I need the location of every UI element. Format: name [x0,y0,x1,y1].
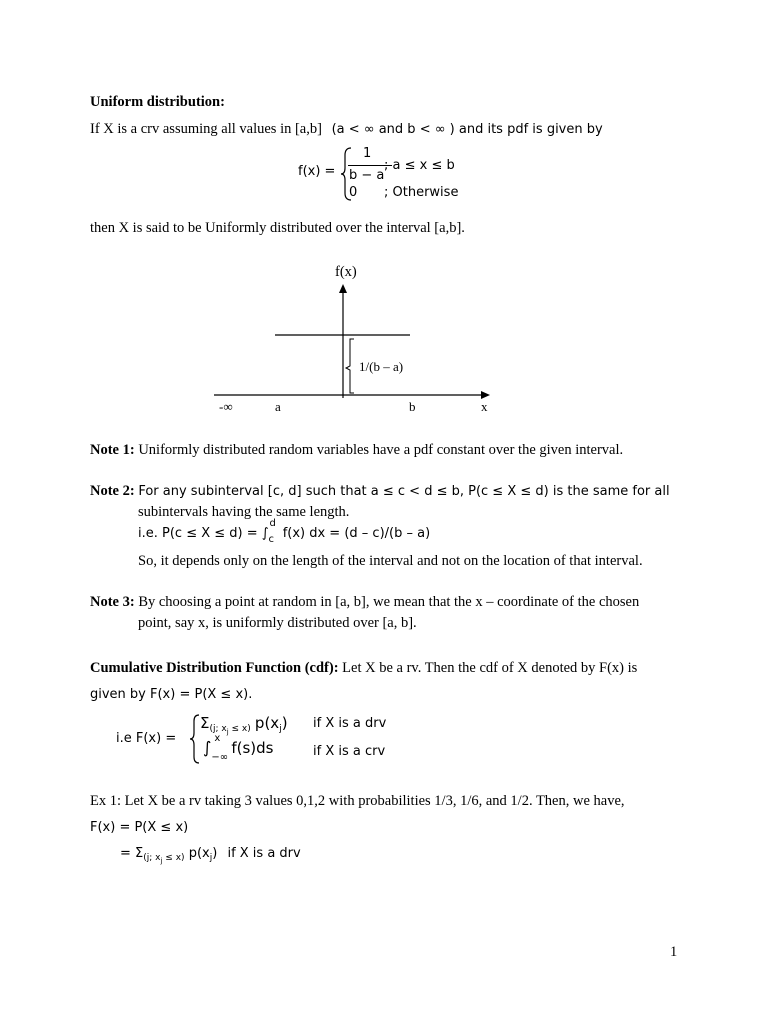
intro-text: If X is a crv assuming all values in [a,b] [90,121,322,137]
note-1-text: Uniformly distributed random variables have a pdf constant over the given interval. [138,442,624,458]
example-sum-index-start: (j; x [143,853,161,863]
cdf-case1 [200,714,288,736]
cdf-sum-symbol: Σ [200,714,210,732]
example-sum: = Σ [120,846,144,861]
pdf-case2-value: 0 [349,185,358,200]
example-sum-index-j: j [160,857,163,865]
cdf-case1-condition: if X is a drv [313,716,387,731]
example-line1: Ex 1: Let X be a rv taking 3 values 0,1,2 with probabilities 1/3, 1/6, and 1/2. Then, we have, [90,793,625,809]
example-line2: F(x) = P(X ≤ x) [90,820,189,835]
note-3 [90,594,639,611]
note-2-line4: So, it depends only on the length of the interval and not on the location of that interval. [138,553,643,569]
cdf-case1-term-end: ) [281,714,288,732]
graph-label-b: b [409,399,416,414]
cdf-case1-term [255,714,288,732]
note-2-upper-limit: d [269,517,276,529]
cdf-case1-term-j: j [279,724,282,734]
cdf-integral-symbol: ∫ [203,738,212,757]
cdf-label: Cumulative Distribution Function (cdf): [90,660,339,676]
cdf-line1-text: Let X be a rv. Then the cdf of X denoted by F(x) is [342,660,638,676]
pdf-numerator: 1 [363,146,372,161]
y-axis-arrow [339,284,347,293]
note-2-integral: i.e. P(c ≤ X ≤ d) = ∫ [138,526,269,541]
cdf-sum-index-end: ≤ x) [228,724,251,734]
example-term-start: p(x [188,846,210,861]
cdf-case1-term-start: p(x [254,714,280,732]
note-1-label: Note 1: [90,442,135,458]
note-2-line3 [138,517,431,545]
note-3-label: Note 3: [90,594,135,610]
conclusion-text: then X is said to be Uniformly distributed over the interval [a,b]. [90,220,465,236]
pdf-case2-condition: ; Otherwise [384,185,459,200]
note-2-lower-limit: c [268,533,275,545]
note-2-label: Note 2: [90,483,135,499]
note-2-integral-result: f(x) dx = (d – c)/(b – a) [282,526,431,541]
pdf-case1-condition: ; a ≤ x ≤ b [384,158,455,173]
graph-label-a: a [275,399,281,414]
cdf-line2: given by F(x) = P(X ≤ x). [90,687,253,702]
note-3-line1: By choosing a point at random in [a, b], we mean that the x – coordinate of the chosen [138,594,640,610]
example-sum-index-end: ≤ x) [162,853,185,863]
cdf-lhs: i.e F(x) = [116,731,177,746]
example-term-j: j [209,853,213,863]
example-condition: if X is a drv [227,846,301,861]
graph-height-label: 1/(b – a) [359,359,404,374]
cdf-integral-limits [211,732,231,763]
page-number: 1 [670,944,678,960]
example-sum-index [143,853,184,863]
cdf-case2-term: f(s)ds [231,739,274,757]
cdf-line1 [90,660,637,677]
graph-label-neg-inf: -∞ [219,399,233,414]
note-2-limits [268,517,279,545]
note-2-line2: subintervals having the same length. [138,504,350,520]
uniform-pdf-graph [214,280,494,405]
note-1 [90,442,623,459]
example-term [189,846,218,861]
height-brace [346,339,354,393]
section-heading: Uniform distribution: [90,94,225,110]
note-2 [90,483,670,500]
cdf-upper-limit: x [214,732,221,744]
pdf-lhs: f(x) = [298,164,336,179]
example-line3 [120,846,301,865]
cdf-case2-condition: if X is a crv [313,744,386,759]
cdf-lower-limit: −∞ [211,751,229,763]
graph-y-label: f(x) [335,264,357,280]
intro-line [90,121,603,138]
note-3-line2: point, say x, is uniformly distributed over [a, b]. [138,615,417,631]
cdf-sum-index-j: j [226,728,229,736]
pdf-denominator: b − a [349,168,385,183]
cdf-case2 [203,732,274,763]
intro-condition: (a < ∞ and b < ∞ ) and its pdf is given by [331,122,603,137]
cdf-sum-index-start: (j; x [209,724,227,734]
x-axis-arrow [481,391,490,399]
example-term-end: ) [212,846,218,861]
note-2-line1: For any subinterval [c, d] such that a ≤ c < d ≤ b, P(c ≤ X ≤ d) is the same for all [138,484,670,499]
graph-label-x: x [481,399,488,414]
